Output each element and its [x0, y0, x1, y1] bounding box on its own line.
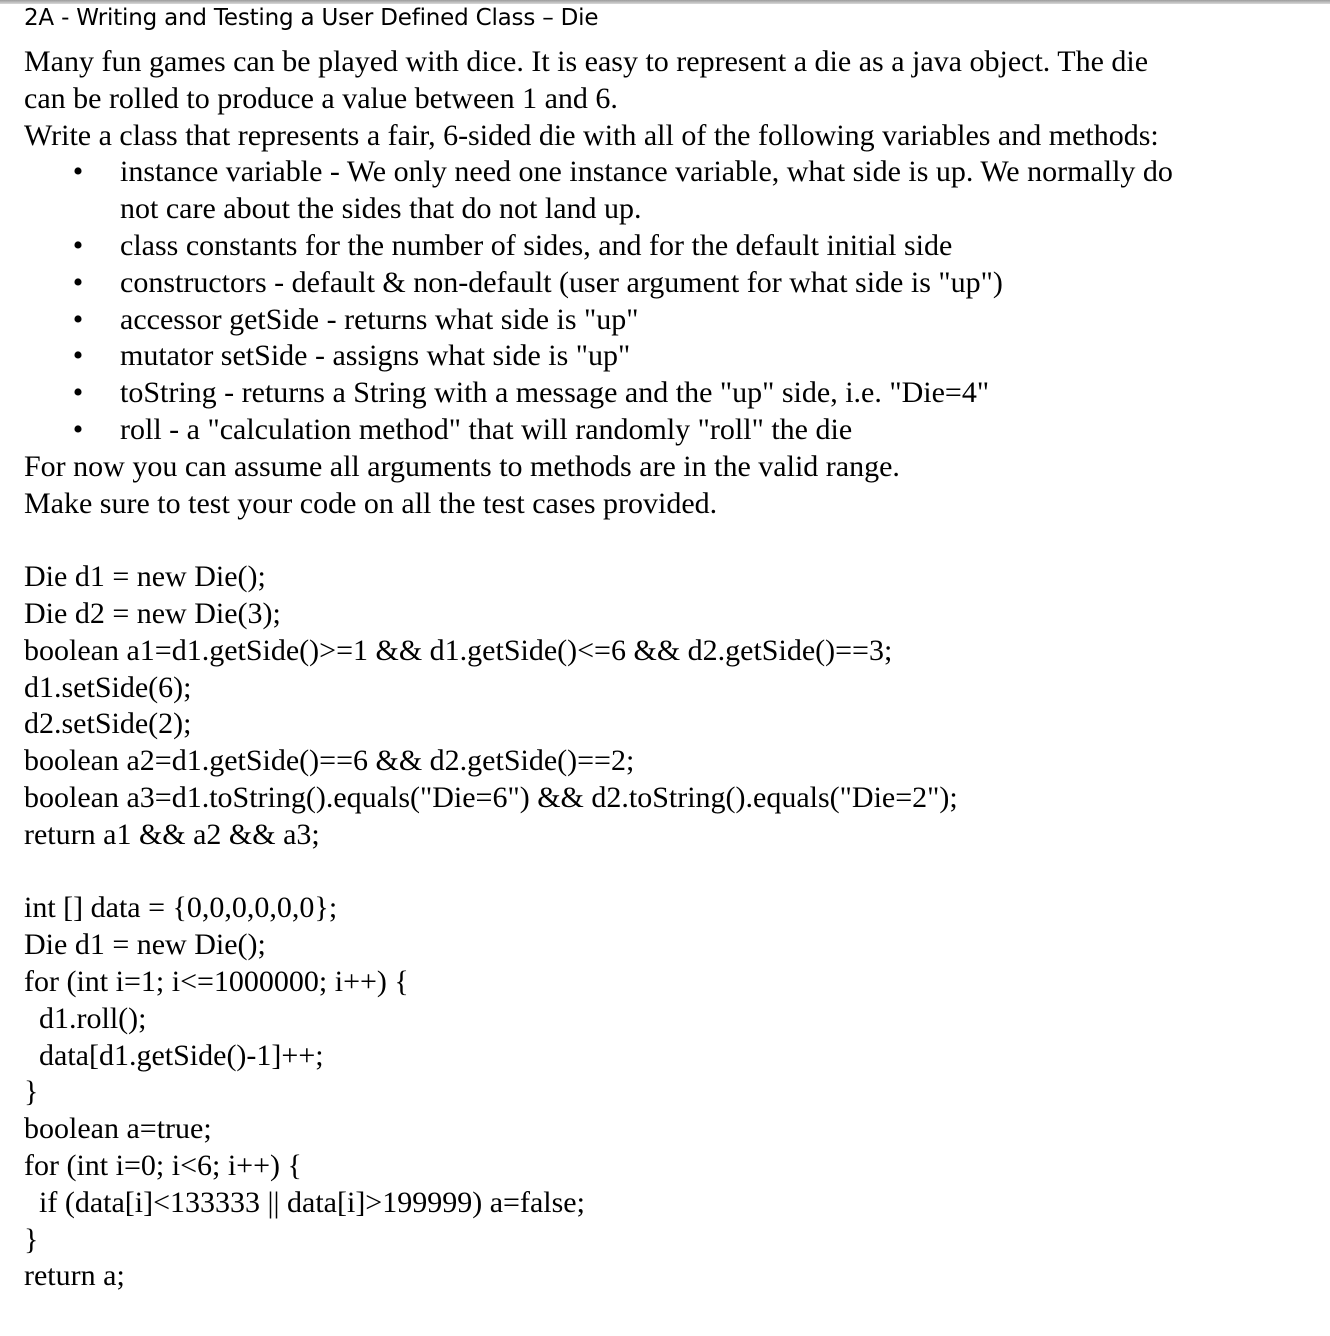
list-item-text: constructors - default & non-default (user argument for what side is "up"): [120, 265, 1003, 299]
intro-paragraph: [24, 44, 1314, 154]
list-item-text: instance variable - We only need one instance variable, what side is up. We normally do: [120, 155, 1173, 189]
code-line: d1.setSide(6);: [24, 670, 192, 704]
requirements-list: [24, 154, 1314, 448]
code-line: if (data[i]<133333 || data[i]>199999) a=false;: [24, 1185, 585, 1219]
code-line: for (int i=0; i<6; i++) {: [24, 1148, 302, 1182]
list-item: [24, 375, 1314, 412]
code-line: boolean a2=d1.getSide()==6 && d2.getSide()==2;: [24, 744, 635, 778]
code-line: return a1 && a2 && a3;: [24, 817, 320, 851]
list-item: [24, 302, 1314, 339]
spacer: [24, 522, 1314, 559]
list-item: [24, 412, 1314, 449]
page-title: 2A - Writing and Testing a User Defined Class – Die: [24, 5, 599, 31]
list-item: [24, 228, 1314, 265]
code-line: }: [24, 1075, 39, 1109]
code-line: data[d1.getSide()-1]++;: [24, 1038, 324, 1072]
code-line: boolean a=true;: [24, 1112, 212, 1146]
code-line: Die d1 = new Die();: [24, 928, 266, 962]
code-line: Die d1 = new Die();: [24, 560, 266, 594]
text-line: For now you can assume all arguments to methods are in the valid range.: [24, 449, 900, 483]
list-item-text: toString - returns a String with a message and the "up" side, i.e. "Die=4": [120, 376, 990, 410]
bullet-icon: •: [72, 155, 84, 189]
test-case-1-code: [24, 559, 1314, 853]
text-line: can be rolled to produce a value between 1 and 6.: [24, 81, 618, 115]
document-body: [24, 44, 1314, 1295]
bullet-icon: •: [72, 376, 84, 410]
list-item-continuation: [24, 191, 1314, 228]
text-line: Make sure to test your code on all the test cases provided.: [24, 486, 718, 520]
bullet-icon: •: [72, 412, 84, 446]
list-item-text: not care about the sides that do not land up.: [120, 192, 642, 226]
code-line: d1.roll();: [24, 1001, 147, 1035]
list-item-text: roll - a "calculation method" that will randomly "roll" the die: [120, 412, 853, 446]
list-item: [24, 265, 1314, 302]
text-line: Many fun games can be played with dice. It is easy to represent a die as a java object. The die: [24, 45, 1149, 78]
code-line: return a;: [24, 1259, 125, 1293]
list-item: [24, 154, 1314, 191]
code-line: int [] data = {0,0,0,0,0,0};: [24, 891, 338, 925]
code-line: }: [24, 1222, 39, 1256]
text-line: Write a class that represents a fair, 6-sided die with all of the following variables and methods:: [24, 118, 1159, 152]
bullet-icon: •: [72, 265, 84, 299]
list-item-text: mutator setSide - assigns what side is "up": [120, 339, 631, 373]
spacer: [24, 854, 1314, 891]
outro-paragraph: [24, 449, 1314, 523]
bullet-icon: •: [72, 339, 84, 373]
code-line: boolean a3=d1.toString().equals("Die=6") && d2.toString().equals("Die=2");: [24, 780, 958, 814]
list-item-text: accessor getSide - returns what side is "up": [120, 302, 639, 336]
bullet-icon: •: [72, 228, 84, 262]
test-case-2-code: [24, 890, 1314, 1295]
code-line: Die d2 = new Die(3);: [24, 596, 281, 630]
code-line: boolean a1=d1.getSide()>=1 && d1.getSide()<=6 && d2.getSide()==3;: [24, 633, 893, 667]
bullet-icon: •: [72, 302, 84, 336]
code-line: for (int i=1; i<=1000000; i++) {: [24, 964, 409, 998]
code-line: d2.setSide(2);: [24, 707, 192, 741]
list-item: [24, 338, 1314, 375]
list-item-text: class constants for the number of sides, and for the default initial side: [120, 228, 953, 262]
